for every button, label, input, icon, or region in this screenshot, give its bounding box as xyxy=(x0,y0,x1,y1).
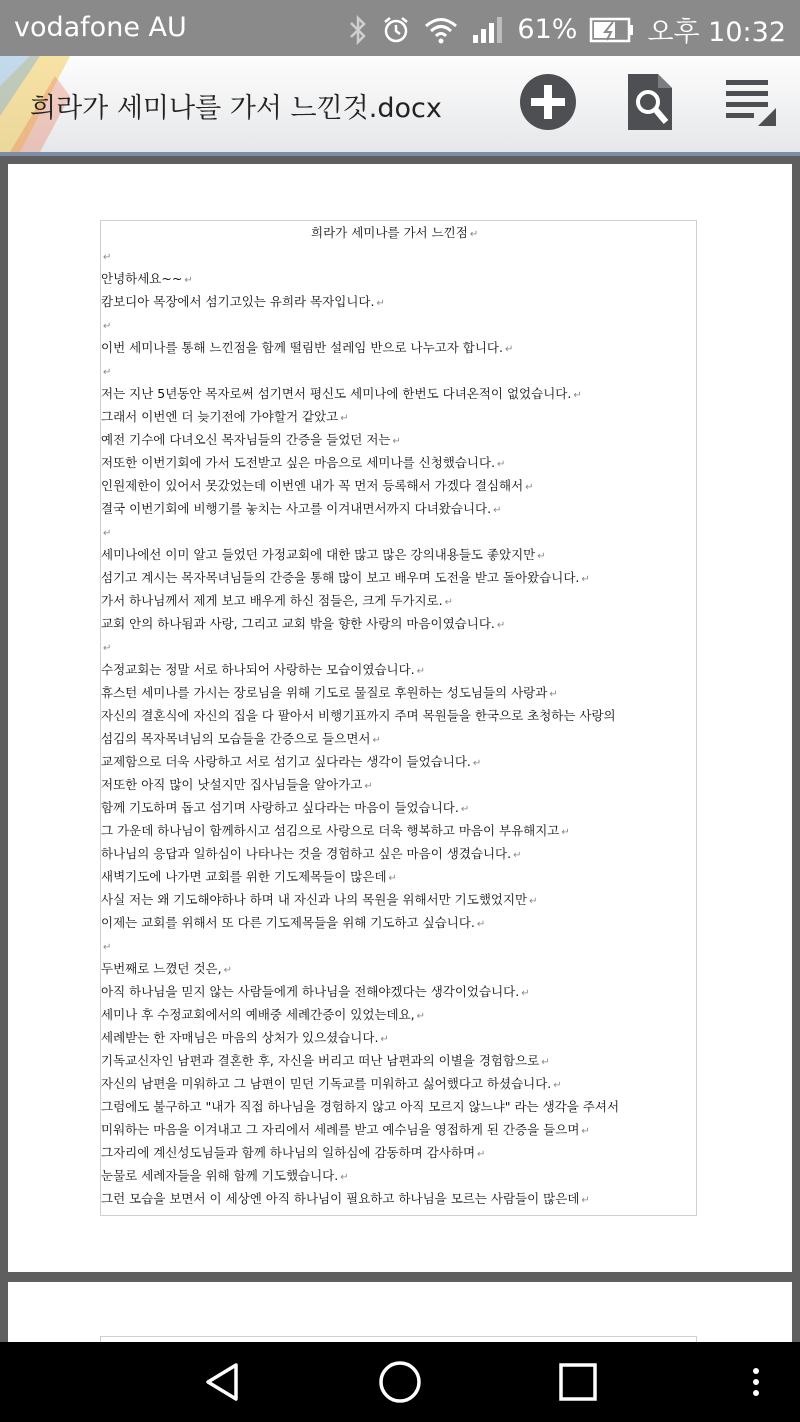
status-icons xyxy=(347,10,786,49)
recent-apps-icon xyxy=(558,1362,598,1406)
document-line: 기독교신자인 남편과 결혼한 후, 자신을 버리고 떠난 남편과의 이별을 경험함으로 ↵ xyxy=(101,1053,550,1068)
empty-paragraph: ↵ xyxy=(103,252,112,263)
navigation-bar xyxy=(0,1342,800,1422)
document-line: 인원제한이 있어서 못갔었는데 이번엔 내가 꼭 먼저 등록해서 가겠다 결심해서 ↵ xyxy=(101,478,534,493)
document-line: 함께 기도하며 돕고 섬기며 사랑하고 싶다라는 마음이 들었습니다. ↵ xyxy=(101,800,470,815)
document-viewer[interactable] xyxy=(0,156,800,1342)
empty-paragraph: ↵ xyxy=(103,643,112,654)
back-icon xyxy=(202,1361,242,1407)
battery-icon xyxy=(589,16,635,44)
document-line: 세미나에선 이미 알고 들었던 가정교회에 대한 많고 많은 강의내용들도 좋았지만 ↵ xyxy=(101,547,546,562)
document-heading: 희라가 세미나를 가서 느낀점 ↵ xyxy=(311,225,479,240)
document-line: 이번 세미나를 통해 느낀점을 함께 떨림반 설레임 반으로 나누고자 합니다. ↵ xyxy=(101,340,514,355)
document-page xyxy=(8,164,792,1272)
document-line: 새벽기도에 나가면 교회를 위한 기도제목들이 많은데 ↵ xyxy=(101,869,397,884)
document-search-button[interactable] xyxy=(618,72,682,136)
empty-paragraph: ↵ xyxy=(103,528,112,539)
document-line: 미워하는 마음을 이겨내고 그 자리에서 세례를 받고 예수님을 영접하게 된 간증을 들으며 ↵ xyxy=(101,1122,590,1137)
document-line: 두번째로 느꼈던 것은, ↵ xyxy=(101,961,232,976)
document-line: 눈물로 세례자들을 위해 함께 기도했습니다. ↵ xyxy=(101,1168,349,1183)
document-line: 세례받는 한 자매님은 마음의 상처가 있으셨습니다. ↵ xyxy=(101,1030,389,1045)
signal-icon xyxy=(471,15,505,45)
document-line: 가서 하나님께서 제게 보고 배우게 하신 점들은, 크게 두가지로. ↵ xyxy=(101,593,454,608)
menu-icon xyxy=(720,72,780,136)
document-line: 하나님의 응답과 일하심이 나타나는 것을 경험하고 싶은 마음이 생겼습니다. ↵ xyxy=(101,846,522,861)
empty-paragraph: ↵ xyxy=(103,942,112,953)
add-icon xyxy=(518,72,578,136)
text-area xyxy=(100,220,697,1216)
document-line: 그래서 이번엔 더 늦기전에 가야할거 같았고 ↵ xyxy=(101,409,349,424)
home-icon xyxy=(378,1360,422,1408)
document-line: 섬김의 목자목녀님의 모습들을 간증으로 들으면서 ↵ xyxy=(101,731,381,746)
document-line: 자신의 남편을 미워하고 그 남편이 믿던 기독교를 미워하고 싫어했다고 하셨습니다. ↵ xyxy=(101,1076,562,1091)
document-line: 저또한 이번기회에 가서 도전받고 싶은 마음으로 세미나를 신청했습니다. ↵ xyxy=(101,455,506,470)
document-line: 사실 저는 왜 기도해야하나 하며 내 자신과 나의 목원을 위해서만 기도했었지만 ↵ xyxy=(101,892,538,907)
carrier-name: vodafone AU xyxy=(14,12,187,43)
clock: 오후 10:32 xyxy=(647,17,786,48)
document-line: 저또한 아직 많이 낫설지만 집사님들을 알아가고 ↵ xyxy=(101,777,373,792)
document-line: 그런 모습을 보면서 이 세상엔 아직 하나님이 필요하고 하나님을 모르는 사람들이 많은데 ↵ xyxy=(101,1191,590,1206)
document-page-2 xyxy=(8,1282,792,1342)
document-line: 수정교회는 정말 서로 하나되어 사랑하는 모습이였습니다. ↵ xyxy=(101,662,426,677)
home-button[interactable] xyxy=(376,1362,424,1406)
document-line: 교회 안의 하나됨과 사랑, 그리고 교회 밖을 향한 사랑의 마음이였습니다. ↵ xyxy=(101,616,506,631)
document-line: 아직 하나님을 믿지 않는 사람들에게 하나님을 전해야겠다는 생각이었습니다. ↵ xyxy=(101,984,530,999)
document-line: 자신의 결혼식에 자신의 집을 다 팔아서 비행기표까지 주며 목원들을 한국으로 초청하는 사랑의 xyxy=(101,708,616,723)
document-line: 그 가운데 하나님이 함께하시고 섬김으로 사랑으로 더욱 행복하고 마음이 부유해지고 ↵ xyxy=(101,823,570,838)
menu-button[interactable] xyxy=(718,72,782,136)
back-button[interactable] xyxy=(198,1362,246,1406)
add-button[interactable] xyxy=(516,72,580,136)
document-line: 결국 이번기회에 비행기를 놓치는 사고를 이겨내면서까지 다녀왔습니다. ↵ xyxy=(101,501,502,516)
document-line: 안녕하세요~~ ↵ xyxy=(101,271,193,286)
app-toolbar xyxy=(0,56,800,156)
document-title: 희라가 세미나를 가서 느낀것.docx xyxy=(30,93,442,124)
bluetooth-icon xyxy=(347,15,369,45)
document-line: 휴스턴 세미나를 가시는 장로님을 위해 기도로 물질로 후원하는 성도님들의 사랑과 ↵ xyxy=(101,685,558,700)
document-line: 예전 기수에 다녀오신 목자님들의 간증을 들었던 저는 ↵ xyxy=(101,432,401,447)
alarm-icon xyxy=(381,15,411,45)
battery-percent: 61% xyxy=(517,14,578,45)
document-line: 교제함으로 더욱 사랑하고 서로 섬기고 싶다라는 생각이 들었습니다. ↵ xyxy=(101,754,482,769)
document-line: 저는 지난 5년동안 목자로써 섬기면서 평신도 세미나에 한번도 다녀온적이 없었습니다. ↵ xyxy=(101,386,582,401)
more-icon xyxy=(750,1366,762,1402)
document-line: 그럼에도 불구하고 "내가 직접 하나님을 경험하지 않고 아직 모르지 않느냐" 라는 생각을 주셔서 xyxy=(101,1099,620,1114)
document-line: 이제는 교회를 위해서 또 다른 기도제목들을 위해 기도하고 싶습니다. ↵ xyxy=(101,915,486,930)
empty-paragraph: ↵ xyxy=(103,321,112,332)
empty-paragraph: ↵ xyxy=(103,367,112,378)
document-line: 섬기고 계시는 목자목녀님들의 간증을 통해 많이 보고 배우며 도전을 받고 돌아왔습니다. ↵ xyxy=(101,570,590,585)
status-bar xyxy=(0,0,800,56)
document-search-icon xyxy=(622,70,678,138)
recent-apps-button[interactable] xyxy=(554,1362,602,1406)
document-line: 그자리에 계신성도님들과 함께 하나님의 일하심에 감동하며 감사하며 ↵ xyxy=(101,1145,486,1160)
more-options-button[interactable] xyxy=(732,1362,780,1406)
document-line: 캄보디아 목장에서 섬기고있는 유희라 목자입니다. ↵ xyxy=(101,294,385,309)
document-line: 세미나 후 수정교회에서의 예배중 세례간증이 있었는데요, ↵ xyxy=(101,1007,426,1022)
wifi-icon xyxy=(423,15,459,45)
